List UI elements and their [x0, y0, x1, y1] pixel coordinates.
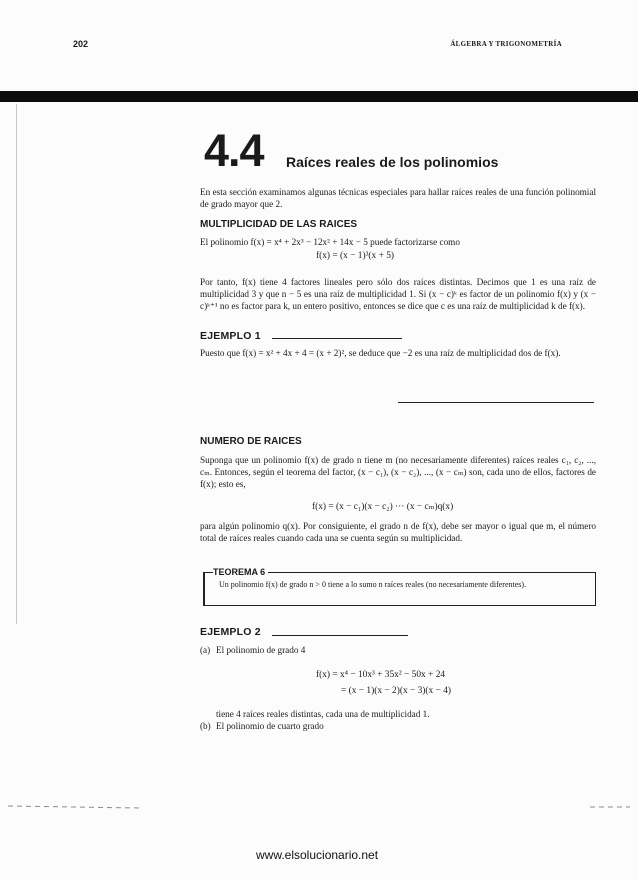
intro-paragraph: En esta sección examinamos algunas técnicas especiales para hallar raíces reales de una función polinomial de grado mayor que 2. — [200, 187, 596, 209]
example-1-label: EJEMPLO 1 — [200, 330, 261, 342]
running-head: ÁLGEBRA Y TRIGONOMETRÍA — [450, 40, 562, 48]
theorem-label: TEOREMA 6 — [213, 567, 268, 577]
theorem-text: Un polinomio f(x) de grado n > 0 tiene a lo sumo n raíces reales (no necesariamente diferentes). — [219, 580, 527, 589]
margin-rule — [16, 104, 17, 624]
footer-url[interactable]: www.elsolucionario.net — [256, 848, 379, 862]
example-2-rule — [272, 635, 408, 636]
example-2-part-a-after: tiene 4 raíces reales distintas, cada una de multiplicidad 1. — [216, 709, 430, 719]
page-number: 202 — [73, 39, 89, 49]
example-2-equation-2: = (x − 1)(x − 2)(x − 3)(x − 4) — [341, 686, 452, 696]
example-2-part-a-label: (a) — [200, 645, 211, 655]
section-number: 4.4 — [204, 125, 264, 176]
example-2-equation-1: f(x) = x⁴ − 10x³ + 35x² − 50x + 24 — [316, 670, 446, 680]
multiplicity-text-1: El polinomio f(x) = x⁴ + 2x³ − 12x² + 14x − 5 puede factorizarse como — [200, 237, 460, 247]
section-title: Raíces reales de los polinomios — [286, 154, 499, 170]
example-2-part-b-label: (b) — [200, 721, 211, 731]
roots-text-2: para algún polinomio q(x). Por consiguiente, el grado n de f(x), debe ser mayor o igual que m, el número total de raíces reales cuando cada una se cuenta según su multiplicidad. — [200, 521, 596, 543]
roots-heading: NUMERO DE RAICES — [200, 436, 302, 447]
example-1-rule — [272, 338, 402, 339]
example-1-end-rule — [398, 402, 594, 403]
scan-dash-line — [0, 805, 638, 809]
roots-equation: f(x) = (x − c₁)(x − c₂) ··· (x − cₘ)q(x) — [312, 502, 454, 512]
example-2-part-a-text: El polinomio de grado 4 — [216, 645, 306, 655]
multiplicity-equation: f(x) = (x − 1)³(x + 5) — [316, 251, 395, 261]
roots-text-1: Suponga que un polinomio f(x) de grado n tiene m (no necesariamente diferentes) raíces reales c₁, c₂, ..., cₘ. Entonces, según el teorema del factor, (x − c₁), (x − c₂), ..., (x − cₘ) son, cada uno de ellos, factores de f(x); esto es, — [200, 455, 596, 489]
multiplicity-heading: MULTIPLICIDAD DE LAS RAICES — [200, 219, 358, 230]
multiplicity-text-2: Por tanto, f(x) tiene 4 factores lineales pero sólo dos raíces distintas. Decimos que 1 es una raíz de multiplicidad 3 y que n − 5 es una raíz de multiplicidad 1. Si (x − c)ᵏ es factor de un polinomio f(x) y (x − c)ᵏ⁺¹ no es factor para k, un entero positivo, entonces se dice que c es una raíz de multiplicidad k de f(x). — [200, 277, 596, 311]
example-1-text: Puesto que f(x) = x² + 4x + 4 = (x + 2)², se deduce que −2 es una raíz de multiplicidad dos de f(x). — [200, 348, 561, 358]
example-2-label: EJEMPLO 2 — [200, 626, 261, 638]
header-bar — [0, 91, 638, 102]
theorem-box — [203, 567, 596, 606]
example-2-part-b-text: El polinomio de cuarto grado — [216, 721, 324, 731]
